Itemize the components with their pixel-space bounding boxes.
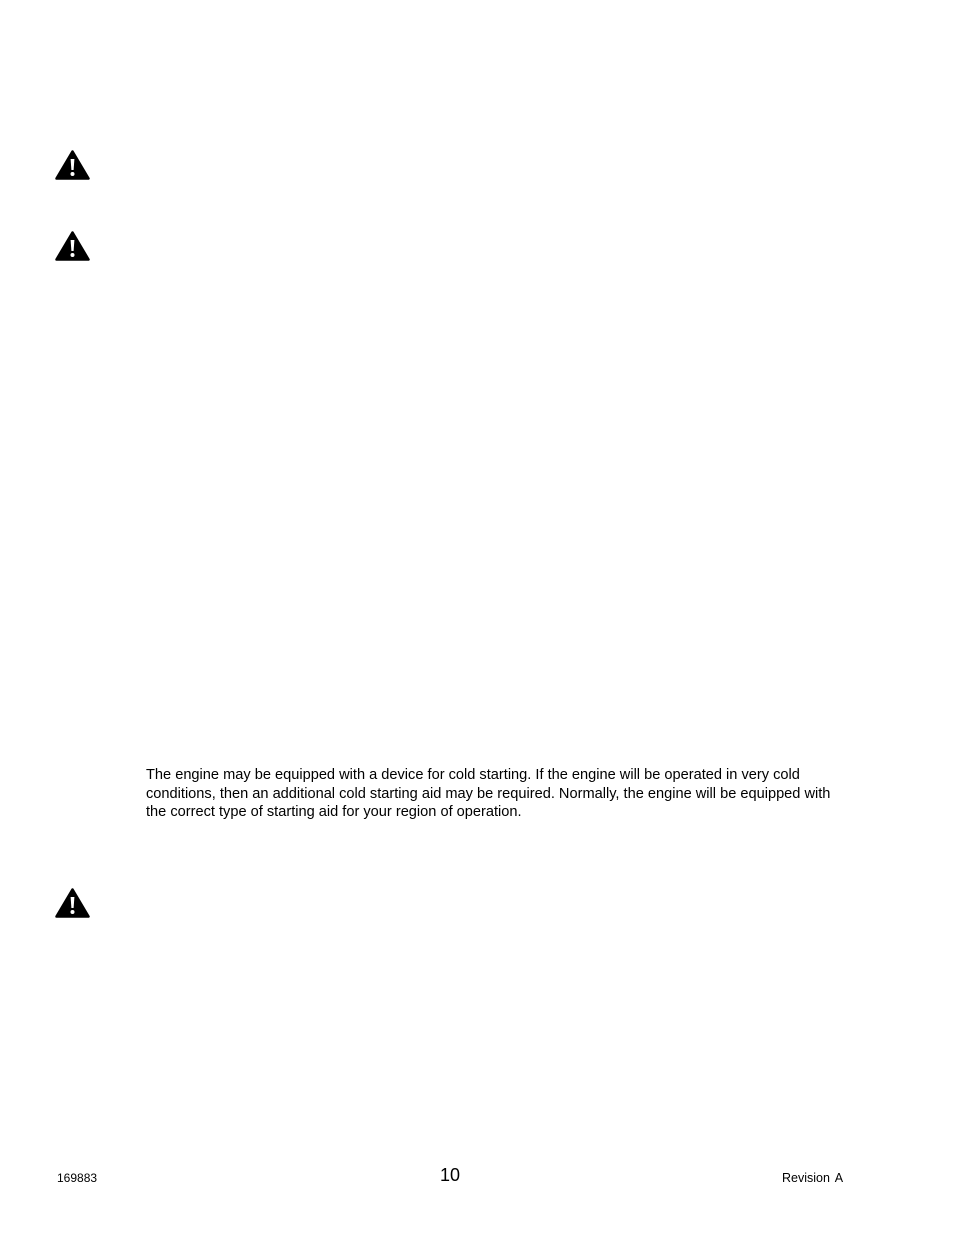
footer-page-number: 10 — [440, 1165, 461, 1185]
warning-triangle-icon — [55, 888, 90, 918]
warning-icon — [55, 150, 90, 180]
footer-revision: Revision A — [782, 1171, 844, 1185]
footer-doc-number: 169883 — [57, 1171, 98, 1185]
cold-start-paragraph: The engine may be equipped with a device for cold starting. If the engine will be operated in very cold conditions, then an additional cold starting aid may be required. Normally, the engine will be equipped with the correct type of starting aid for your region of operation. — [146, 767, 831, 821]
warning-icon — [55, 231, 90, 261]
warning-triangle-icon — [55, 231, 90, 261]
warning-triangle-icon — [55, 150, 90, 180]
warning-icon — [55, 888, 90, 918]
